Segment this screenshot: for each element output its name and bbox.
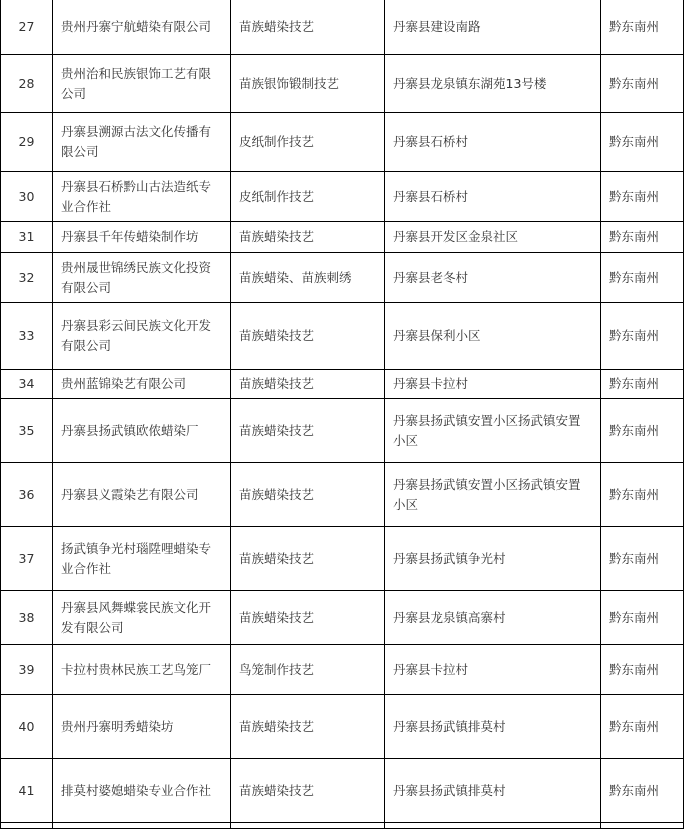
craft-skill: 苗族银饰锻制技艺 xyxy=(231,55,385,113)
row-number: 28 xyxy=(1,55,53,113)
craft-skill: 苗族蜡染技艺 xyxy=(231,303,385,370)
company-name: 丹寨县溯源古法文化传播有限公司 xyxy=(53,113,231,172)
row-number: 34 xyxy=(1,370,53,399)
region: 黔东南州 xyxy=(601,463,684,527)
region: 黔东南州 xyxy=(601,527,684,591)
table-row xyxy=(1,253,684,303)
company-name: 扬武镇争光村瑙陞哩蜡染专业合作社 xyxy=(53,527,231,591)
address: 丹寨县开发区金泉社区 xyxy=(385,222,601,253)
address: 丹寨县保利小区 xyxy=(385,303,601,370)
craft-skill: 皮纸制作技艺 xyxy=(231,113,385,172)
company-name: 贵州蓝锦染艺有限公司 xyxy=(53,370,231,399)
table-row xyxy=(1,695,684,759)
company-name: 贵州丹寨宁航蜡染有限公司 xyxy=(53,0,231,55)
address: 丹寨县扬武镇安置小区扬武镇安置小区 xyxy=(385,463,601,527)
address: 丹寨县扬武镇争光村 xyxy=(385,527,601,591)
address: 丹寨县建设南路 xyxy=(385,0,601,55)
company-name: 贵州治和民族银饰工艺有限公司 xyxy=(53,55,231,113)
craft-skill: 苗族蜡染技艺 xyxy=(231,0,385,55)
region: 黔东南州 xyxy=(601,253,684,303)
row-number: 33 xyxy=(1,303,53,370)
cell xyxy=(53,823,231,829)
address: 丹寨县石桥村 xyxy=(385,113,601,172)
region: 黔东南州 xyxy=(601,591,684,645)
cell xyxy=(601,823,684,829)
address: 丹寨县扬武镇排莫村 xyxy=(385,695,601,759)
address: 丹寨县石桥村 xyxy=(385,172,601,222)
row-number: 35 xyxy=(1,399,53,463)
table-row xyxy=(1,463,684,527)
table-row xyxy=(1,527,684,591)
cell xyxy=(231,823,385,829)
row-number: 37 xyxy=(1,527,53,591)
region: 黔东南州 xyxy=(601,55,684,113)
company-name: 排莫村婆媳蜡染专业合作社 xyxy=(53,759,231,823)
table-row xyxy=(1,222,684,253)
craft-skill: 苗族蜡染技艺 xyxy=(231,695,385,759)
address: 丹寨县扬武镇安置小区扬武镇安置小区 xyxy=(385,399,601,463)
region: 黔东南州 xyxy=(601,222,684,253)
table-row xyxy=(1,55,684,113)
row-number: 30 xyxy=(1,172,53,222)
table-row xyxy=(1,0,684,55)
row-number: 38 xyxy=(1,591,53,645)
region: 黔东南州 xyxy=(601,303,684,370)
table-body xyxy=(1,0,684,829)
address: 丹寨县卡拉村 xyxy=(385,370,601,399)
company-name: 丹寨县扬武镇欧侬蜡染厂 xyxy=(53,399,231,463)
table-row xyxy=(1,172,684,222)
company-name: 丹寨县义霞染艺有限公司 xyxy=(53,463,231,527)
company-name: 卡拉村贵林民族工艺鸟笼厂 xyxy=(53,645,231,695)
region: 黔东南州 xyxy=(601,172,684,222)
company-name: 丹寨县千年传蜡染制作坊 xyxy=(53,222,231,253)
cell xyxy=(385,823,601,829)
company-name: 丹寨县彩云间民族文化开发有限公司 xyxy=(53,303,231,370)
table-row xyxy=(1,113,684,172)
address: 丹寨县卡拉村 xyxy=(385,645,601,695)
region: 黔东南州 xyxy=(601,113,684,172)
table-row xyxy=(1,759,684,823)
craft-skill: 苗族蜡染技艺 xyxy=(231,591,385,645)
row-number: 32 xyxy=(1,253,53,303)
table-row-partial xyxy=(1,823,684,829)
craft-skill: 苗族蜡染技艺 xyxy=(231,399,385,463)
cell xyxy=(1,823,53,829)
company-name: 贵州丹寨明秀蜡染坊 xyxy=(53,695,231,759)
address: 丹寨县龙泉镇高寨村 xyxy=(385,591,601,645)
row-number: 29 xyxy=(1,113,53,172)
region: 黔东南州 xyxy=(601,0,684,55)
craft-skill: 苗族蜡染技艺 xyxy=(231,463,385,527)
craft-skill: 苗族蜡染、苗族刺绣 xyxy=(231,253,385,303)
address: 丹寨县老冬村 xyxy=(385,253,601,303)
row-number: 36 xyxy=(1,463,53,527)
region: 黔东南州 xyxy=(601,695,684,759)
craft-skill: 苗族蜡染技艺 xyxy=(231,527,385,591)
address: 丹寨县扬武镇排莫村 xyxy=(385,759,601,823)
craft-skill: 苗族蜡染技艺 xyxy=(231,759,385,823)
region: 黔东南州 xyxy=(601,645,684,695)
address: 丹寨县龙泉镇东湖苑13号楼 xyxy=(385,55,601,113)
table-row xyxy=(1,591,684,645)
row-number: 31 xyxy=(1,222,53,253)
craft-skill: 鸟笼制作技艺 xyxy=(231,645,385,695)
table-row xyxy=(1,399,684,463)
row-number: 40 xyxy=(1,695,53,759)
table-row xyxy=(1,303,684,370)
region: 黔东南州 xyxy=(601,399,684,463)
company-name: 贵州晟世锦绣民族文化投资有限公司 xyxy=(53,253,231,303)
craft-skill: 苗族蜡染技艺 xyxy=(231,370,385,399)
table-row xyxy=(1,370,684,399)
row-number: 27 xyxy=(1,0,53,55)
row-number: 41 xyxy=(1,759,53,823)
region: 黔东南州 xyxy=(601,370,684,399)
craft-skill: 苗族蜡染技艺 xyxy=(231,222,385,253)
craft-skill: 皮纸制作技艺 xyxy=(231,172,385,222)
company-name: 丹寨县风舞蝶裳民族文化开发有限公司 xyxy=(53,591,231,645)
table-row xyxy=(1,645,684,695)
company-name: 丹寨县石桥黔山古法造纸专业合作社 xyxy=(53,172,231,222)
region: 黔东南州 xyxy=(601,759,684,823)
row-number: 39 xyxy=(1,645,53,695)
